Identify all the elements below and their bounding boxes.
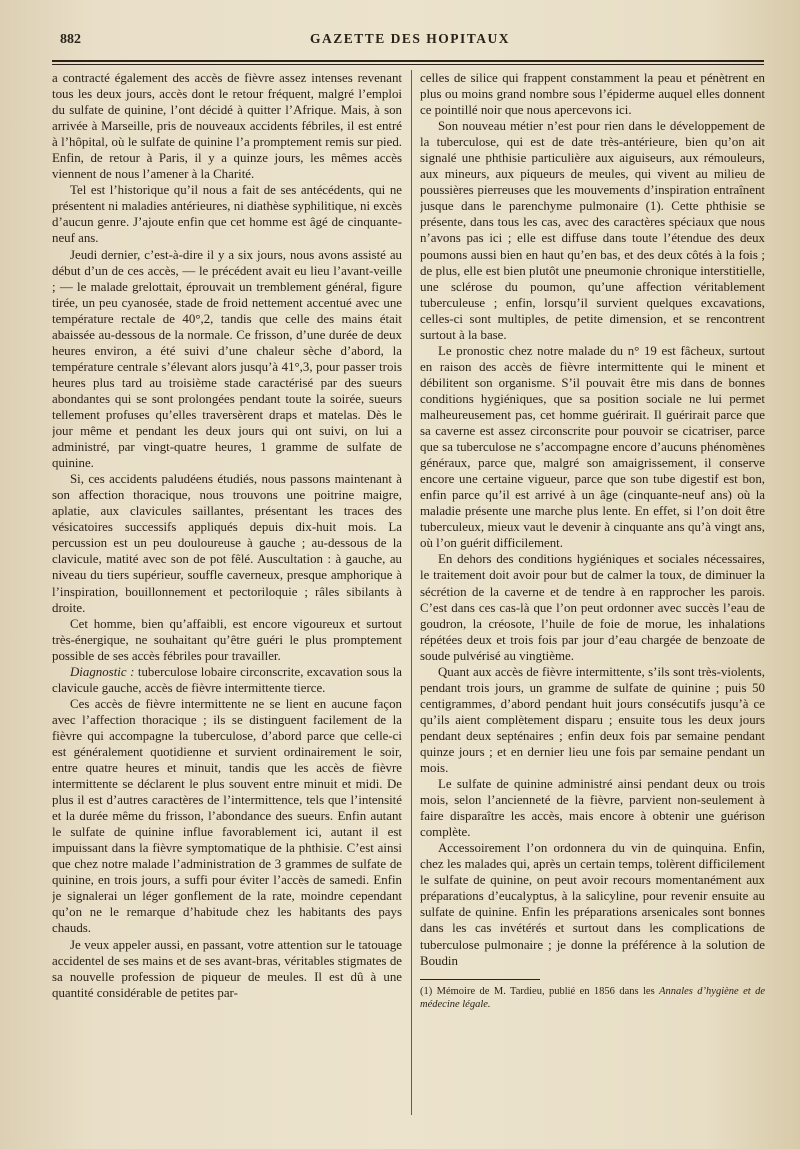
paragraph: Si, ces accidents paludéens étudiés, nous passons maintenant à son affection thoracique, nous trouvons une poitrine maigre, aplatie, aux clavicules saillantes, présentant les traces des vésicatoires successifs appliqués depuis dix-huit mois. La percussion est un peu douloureuse à gauche ; au-dessous de la clavicule, matité avec son de pot fêlé. Auscultation : à gauche, au niveau du tiers supérieur, souffle caverneux, presque amphorique à l’inspiration, bouillonnement et pectoriloquie ; râles sibilants à droite. [52, 472, 402, 615]
column-divider [411, 70, 412, 1115]
footnote-text: (1) Mémoire de M. Tardieu, publié en 1856 dans les [420, 985, 660, 997]
paragraph [52, 664, 402, 696]
page-header [60, 28, 760, 54]
paragraph: Cet homme, bien qu’affaibli, est encore vigoureux et surtout très-énergique, ne souhaitant qu’être guéri le plus promptement possible de ses accès fébriles pour travailler. [52, 616, 402, 663]
right-column [420, 70, 765, 1130]
paragraph: Accessoirement l’on ordonnera du vin de quinquina. Enfin, chez les malades qui, après un certain temps, tolèrent difficilement le sulfate de quinine, on peut avoir recours momentanément aux préparations d’eucalyptus, à la salicyline, pour revenir ensuite au sulfate de quinine. Enfin les préparations arsenicales sont bonnes dans les cas invétérés et surtout dans les complications de tuberculose pulmonaire ; je donne la préférence à la solution de Boudin [420, 841, 765, 968]
diagnostic-text: tuberculose lobaire circonscrite, excavation sous la clavicule gauche, accès de fièvre intermittente tierce. [52, 664, 402, 695]
paragraph: Quant aux accès de fièvre intermittente, s’ils sont très-violents, pendant trois jours, un gramme de sulfate de quinine ; puis 50 centigrammes, d’abord pendant huit jours consécutifs jusqu’à ce qu’ils aient complètement disparu ; ensuite tous les deux jours pendant deux septénaires ; enfin deux fois par semaine pendant quinze jours ; et en dernier lieu une fois par semaine pendant un mois. [420, 664, 765, 776]
paragraph: En dehors des conditions hygiéniques et sociales nécessaires, le traitement doit avoir pour but de calmer la toux, de diminuer la sécrétion de la caverne et de tendre à en rapprocher les parois. C’est dans ces cas-là que l’on peut ordonner avec succès l’eau de goudron, la créosote, l’huile de foie de morue, les inhalations répétées deux et trois fois par jour d’eau chargée de benzoate de soude pulvérisé au vingtième. [420, 552, 765, 663]
diagnostic-label: Diagnostic : [70, 664, 135, 679]
paragraph: Le sulfate de quinine administré ainsi pendant deux ou trois mois, selon l’ancienneté de la fièvre, parvient non-seulement à faire disparaître les accès, mais encore à obtenir une guérison complète. [420, 777, 765, 840]
header-rule-thin [52, 64, 764, 65]
footnote-source: Annales d’hygiène et de médecine légale. [420, 985, 765, 1010]
header-rule [52, 60, 764, 62]
paragraph: Ces accès de fièvre intermittente ne se lient en aucune façon avec l’affection thoracique ; ils se distinguent facilement de la fièvre qui accompagne la tuberculose, d’abord parce que celle-ci est généralement quotidienne et survient ordinairement le soir, entre quatre heures et minuit, tandis que les accès de fièvre intermittente se déclarent le plus souvent entre minuit et midi. De plus il est d’autres caractères de l’intermittence, tels que l’intensité et la durée même du frisson, l’abondance des sueurs. Enfin autant le sulfate de quinine influe favorablement ici, autant il est impuissant dans la fièvre symptomatique de la phthisie. C’est ainsi que chez notre malade l’administration de 3 grammes de sulfate de quinine, en trois jours, a suffi pour éviter l’accès de samedi. Enfin je signalerai un léger gonflement de la rate, moindre cependant qu’on ne le remarque d’habitude chez les habitants des pays chauds. [52, 696, 402, 936]
paragraph: a contracté également des accès de fièvre assez intenses revenant tous les deux jours, accès dont le retour fréquent, malgré l’emploi du sulfate de quinine, l’ont décidé à quitter l’Afrique. Mais, à son arrivée à Marseille, pris de nouveaux accidents fébriles, il est entré à l’hôpital, où le sulfate de quinine l’a promptement remis sur pied. Enfin, de retour à Paris, il y a quinze jours, les mêmes accès viennent de nous l’amener à la Charité. [52, 71, 402, 182]
paragraph: Le pronostic chez notre malade du n° 19 est fâcheux, surtout en raison des accès de fièvre intermittente qui le minent et débilitent son organisme. S’il pouvait être mis dans de bonnes conditions hygiéniques, que sa position sociale ne lui permet malheureusement pas, cet homme guérirait. Il guérirait parce que sa caverne est assez circonscrite pour pouvoir se cicatriser, parce que sa tuberculose ne s’accompagne encore d’aucuns phénomènes généraux, parce que, malgré son amaigrissement, il conserve encore une certaine vigueur, parce que son tube digestif est bon, enfin parce qu’il est arrivé à un âge (cinquante-neuf ans) où la maladie présente une marche plus lente. En effet, si l’on doit être tuberculeux, mieux vaut le devenir à cinquante ans qu’à vingt ans, où l’on guérit difficilement. [420, 343, 765, 551]
footnote-rule [420, 979, 540, 980]
paragraph: celles de silice qui frappent constamment la peau et pénètrent en plus ou moins grand nombre sous l’épiderme auquel elles donnent ce pointillé noir que nous apercevons ici. [420, 71, 765, 118]
paragraph: Jeudi dernier, c’est-à-dire il y a six jours, nous avons assisté au début d’un de ces accès, — le précédent avait eu lieu l’avant-veille ; — le malade grelottait, éprouvait un tremblement général, figure tirée, un peu cyanosée, stade de froid nettement accentué avec une température rectale de 40°,2, tandis que celle des mains était abaissée au-dessous de la normale. Ce frisson, d’une durée de deux heures environ, a été suivi d’une chaleur sèche d’abord, la température centrale s’élevant alors jusqu’à 41°,3, pour passer trois heures plus tard au troisième stade caractérisé par des sueurs abondantes qui se sont prolongées pendant toute la soirée, sueurs tellement profuses qu’elles traversèrent draps et matelas. Dès le jour même et pendant les deux jours qui ont suivi, on lui a administré, par vingt-quatre heures, 1 gramme de sulfate de quinine. [52, 247, 402, 471]
left-column [52, 70, 402, 1130]
footnote [420, 985, 765, 1011]
paragraph: Tel est l’historique qu’il nous a fait de ses antécédents, qui ne présentent ni maladies antérieures, ni diathèse syphilitique, ni excès d’aucun genre. J’ajoute enfin que cet homme est âgé de cinquante-neuf ans. [52, 183, 402, 246]
journal-title: GAZETTE DES HOPITAUX [309, 31, 511, 46]
paragraph: Je veux appeler aussi, en passant, votre attention sur le tatouage accidentel de ses mains et de ses avant-bras, véritables stigmates de sa nouvelle profession de piqueur de meules. Il est dû à une quantité considérable de petites par- [52, 937, 402, 1000]
page-number: 882 [60, 32, 81, 47]
paragraph: Son nouveau métier n’est pour rien dans le développement de la tuberculose, qui est de date très-antérieure, bien qu’on ait signalé une phthisie particulière aux aiguiseurs, aux rémouleurs, aux mineurs, aux piqueurs de meules, qui vivent au milieu de poussières pierreuses que les mouvements d’inspiration entraînent jusque dans le parenchyme pulmonaire (1). Cette phthisie se présente, dans tous les cas, avec des caractères spéciaux que nous n’avons pas ici ; elle est diffuse dans toute l’étendue des deux poumons aussi bien en haut qu’en bas, et des deux côtés à la fois ; de plus, elle est bien plutôt une pneumonie chronique interstitielle, une sclérose du poumon, qu’une affection véritablement tuberculeuse ; enfin, lorsqu’il survient quelques excavations, celles-ci sont multiples, de petite dimension, et se rencontrent surtout à la base. [420, 119, 765, 342]
